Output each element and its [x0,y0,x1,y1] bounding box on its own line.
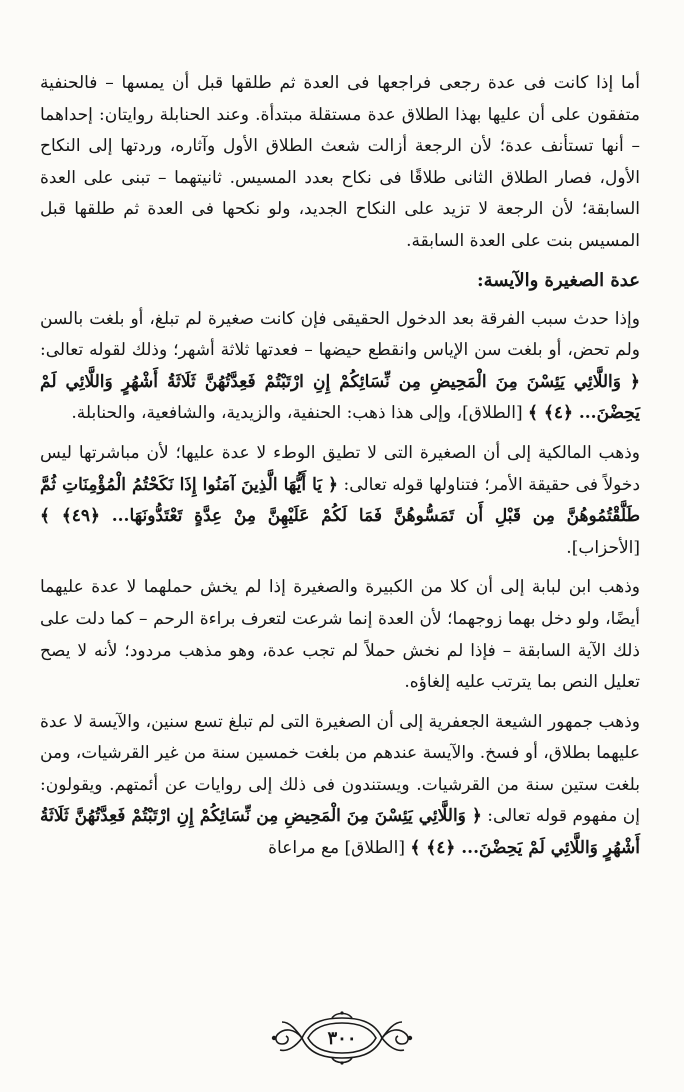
page-number-ornament [262,1010,422,1066]
paragraph-2-text-a: وإذا حدث سبب الفرقة بعد الدخول الحقيقى فإن كانت صغيرة لم تبلغ، أو بلغت بالسن ولم تحض، أو بلغت سن الإياس وانقطع حيضها – فعدتها ثلاثة أشهر؛ وذلك لقوله تعالى: [40,308,640,361]
quran-verse-talaq: ﴿ وَاللَّائِي يَئِسْنَ مِنَ الْمَحِيضِ مِن نِّسَائِكُمْ إِنِ ارْتَبْتُمْ فَعِدَّتُهُنَّ ثَلَاثَةُ أَشْهُرٍ وَاللَّائِي لَمْ يَحِضْنَ... ﴿٤﴾ ﴾ [40,371,640,424]
quran-verse-ahzab: ﴿ يَا أَيُّهَا الَّذِينَ آمَنُوا إِذَا نَكَحْتُمُ الْمُؤْمِنَاتِ ثُمَّ طَلَّقْتُمُوهُنَّ مِن قَبْلِ أَن تَمَسُّوهُنَّ فَمَا لَكُمْ عَلَيْهِنَّ مِنْ عِدَّةٍ تَعْتَدُّونَهَا... ﴿٤٩﴾ ﴾ [40,474,641,527]
paragraph-3 [40,438,640,564]
paragraph-2-text-b: [الطلاق]، وإلى هذا ذهب: الحنفية، والزيدية، والشافعية، والحنابلة. [71,403,523,424]
paragraph-2 [40,304,640,430]
paragraph-5 [40,707,640,865]
paragraph-3-text-b: [الأحزاب]. [566,537,640,558]
page-number: ٣٠٠ [327,1027,357,1049]
paragraph-3-text-a: وذهب المالكية إلى أن الصغيرة التى لا تطيق الوطء لا عدة عليها؛ لأن مباشرتها ليس دخولاً فى حقيقة الأمر؛ فتناولها قوله تعالى: [40,442,641,495]
section-title: عدة الصغيرة والآيسة: [476,269,640,291]
paragraph-4: وذهب ابن لبابة إلى أن كلا من الكبيرة والصغيرة إذا لم يخش حملهما لا عدة عليهما أيضًا، ولو دخل بهما زوجهما؛ لأن العدة إنما شرعت لتعرف براءة الرحم – كما دلت على ذلك الآية السابقة – فإذا لم نخش حملاً لم تجب عدة، وهو مذهب مردود؛ لأنه لا يصح تعليل النص بما يترتب عليه إلغاؤه. [40,577,640,693]
page-body [40,68,640,873]
paragraph-5-text-b: [الطلاق] مع مراعاة [268,838,405,859]
quran-verse-talaq-2: ﴿ وَاللَّائِي يَئِسْنَ مِنَ الْمَحِيضِ مِن نِّسَائِكُمْ إِنِ ارْتَبْتُمْ فَعِدَّتُهُنَّ ثَلَاثَةُ أَشْهُرٍ وَاللَّائِي لَمْ يَحِضْنَ... ﴿٤﴾ ﴾ [40,806,640,859]
paragraph-1: أما إذا كانت فى عدة رجعى فراجعها فى العدة ثم طلقها قبل أن يمسها – فالحنفية متفقون على أن عليها بهذا الطلاق عدة مستقلة مبتدأة. وعند الحنابلة روايتان: إحداهما – أنها تستأنف عدة؛ لأن الرجعة أزالت شعث الطلاق الأول وآثاره، وردتها إلى النكاح الأول، فصار الطلاق الثانى طلاقًا فى نكاح بعدد المسيس. ثانيتهما – تبنى على العدة السابقة؛ لأن الرجعة لا تزيد على النكاح الجديد، ولو نكحها فى العدة ثم طلقها قبل المسيس بنت على العدة السابقة. [40,73,640,251]
paragraph-5-text-a: وذهب جمهور الشيعة الجعفرية إلى أن الصغيرة التى لم تبلغ تسع سنين، والآيسة لا عدة عليهما بطلاق، أو فسخ. والآيسة عندهم من بلغت خمسين سنة من غير القرشيات، ومن بلغت ستين سنة من القرشيات. ويستندون فى ذلك إلى روايات عن أئمتهم. ويقولون: إن مفهوم قوله تعالى: [40,711,640,827]
